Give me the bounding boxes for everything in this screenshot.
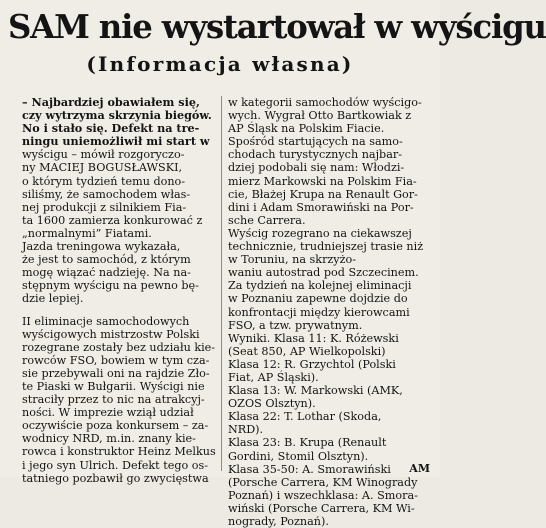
right-column-line: wych. Wygrał Otto Bartkowiak z xyxy=(228,109,412,123)
right-column-line: FSO, a tzw. prywatnym. xyxy=(228,318,363,332)
left-column-line: wodnicy NRD, m.in. znany kie- xyxy=(22,432,196,446)
left-column-line: że jest to samochód, z którym xyxy=(22,253,191,267)
right-column-line: w Poznaniu zapewne dojdzie do xyxy=(228,292,408,306)
right-column-line: Spośród startujących na samo- xyxy=(228,135,403,149)
left-column-line: No i stało się. Defekt na tre- xyxy=(22,121,200,136)
right-column-line: Gordini, Stomil Olsztyn). xyxy=(228,449,369,463)
left-column-line: rozegrane zostały bez udziału kie- xyxy=(22,340,216,354)
left-column-line: rowców FSO, bowiem w tym cza- xyxy=(22,353,210,367)
left-column-line: dzie lepiej. xyxy=(22,292,84,306)
left-column-line: straciły przez to nic na atrakcyj- xyxy=(22,393,205,407)
subheadline: (Informacja własna) xyxy=(86,52,354,76)
right-column-line: cie, Błażej Krupa na Renault Gor- xyxy=(228,187,418,201)
left-column-line: nej produkcji z silnikiem Fia- xyxy=(22,200,187,214)
left-column-line: II eliminacje samochodowych xyxy=(22,314,190,328)
right-column-line: sche Carrera. xyxy=(228,213,306,227)
left-column-line: rowca i konstruktor Heinz Melkus xyxy=(22,445,216,459)
left-column-line: „normalnymi” Fiatami. xyxy=(22,226,152,240)
author-signature: AM xyxy=(409,462,430,475)
right-column-line: (Seat 850, AP Wielkopolski) xyxy=(228,344,386,358)
left-column-line: mogę wiązać nadzieję. Na na- xyxy=(22,266,191,280)
right-column-line: konfrontacji między kierowcami xyxy=(228,305,410,319)
right-column-line: NRD). xyxy=(228,423,264,437)
left-column-line: oczywiście poza konkursem – za- xyxy=(22,419,209,433)
column-divider xyxy=(221,96,222,471)
left-column-line: tatniego pozbawił go zwycięstwa xyxy=(22,471,209,485)
right-column-line: mierz Markowski na Polskim Fia- xyxy=(228,174,417,188)
headline: SAM nie wystartował w wyścigu xyxy=(8,7,546,46)
left-column-line: ta 1600 zamierza konkurować z xyxy=(22,213,203,227)
right-column-line: Klasa 23: B. Krupa (Renault xyxy=(228,436,387,450)
left-column-line: ny MACIEJ BOGUSŁAWSKI, xyxy=(22,161,183,175)
right-column-line: Klasa 22: T. Lothar (Skoda, xyxy=(228,410,382,424)
left-column-line: i jego syn Ulrich. Defekt tego os- xyxy=(22,458,209,472)
left-column-line: wyścigowych mistrzostw Polski xyxy=(22,327,200,341)
left-column-paragraph-gap xyxy=(22,306,217,315)
right-column-line: OZOS Olsztyn). xyxy=(228,397,316,411)
right-column-line: Za tydzień na kolejnej eliminacji xyxy=(228,279,412,293)
right-column-line: Poznań) i wszechklasa: A. Smora- xyxy=(228,488,418,502)
right-column xyxy=(228,96,436,528)
right-column-line: Klasa 35-50: A. Smorawiński xyxy=(228,462,391,476)
left-column-line: ningu uniemożliwił mi start w xyxy=(22,134,210,149)
right-column-line: dziej podobali się nam: Włodzi- xyxy=(228,161,405,175)
right-column-line: w kategorii samochodów wyścigo- xyxy=(228,96,422,109)
right-column-line: Fiat, AP Śląski). xyxy=(228,370,319,384)
right-column-line: nogrady, Poznań). xyxy=(228,515,329,528)
right-column-line: wiński (Porsche Carrera, KM Wi- xyxy=(228,501,415,515)
left-column-line: te Piaski w Bułgarii. Wyścigi nie xyxy=(22,379,205,393)
right-column-line: dini i Adam Smorawiński na Por- xyxy=(228,200,414,214)
right-column-line: Klasa 12: R. Grzychtol (Polski xyxy=(228,357,396,371)
left-column xyxy=(22,96,217,485)
right-column-line: chodach turystycznych najbar- xyxy=(228,148,403,162)
left-column-line: Jazda treningowa wykazała, xyxy=(22,240,181,254)
left-column-line: – Najbardziej obawiałem się, xyxy=(22,95,200,109)
left-column-line: czy wytrzyma skrzynia biegów. xyxy=(22,108,212,123)
right-column-line: waniu autostrad pod Szczecinem. xyxy=(228,266,419,280)
right-column-line: technicznie, trudniejszej trasie niż xyxy=(228,240,424,254)
right-column-line: w Toruniu, na skrzyżo- xyxy=(228,253,357,267)
right-column-line: Klasa 13: W. Markowski (AMK, xyxy=(228,384,403,398)
left-column-line: sie przebywali oni na rajdzie Zło- xyxy=(22,366,210,380)
left-column-line: ności. W imprezie wziął udział xyxy=(22,406,194,420)
left-column-line: wyścigu – mówił rozgoryczo- xyxy=(22,148,185,162)
right-column-line: Wyścig rozegrano na ciekawszej xyxy=(228,226,412,240)
left-column-line: stępnym wyścigu na pewno bę- xyxy=(22,279,199,293)
left-column-line: o którym tydzień temu dono- xyxy=(22,174,186,188)
right-column-line: (Porsche Carrera, KM Winogrady xyxy=(228,475,418,489)
right-column-line: Wyniki. Klasa 11: K. Różewski xyxy=(228,331,399,345)
left-column-line: siliśmy, że samochodem włas- xyxy=(22,187,191,201)
right-column-line: AP Śląsk na Polskim Fiacie. xyxy=(228,122,385,136)
